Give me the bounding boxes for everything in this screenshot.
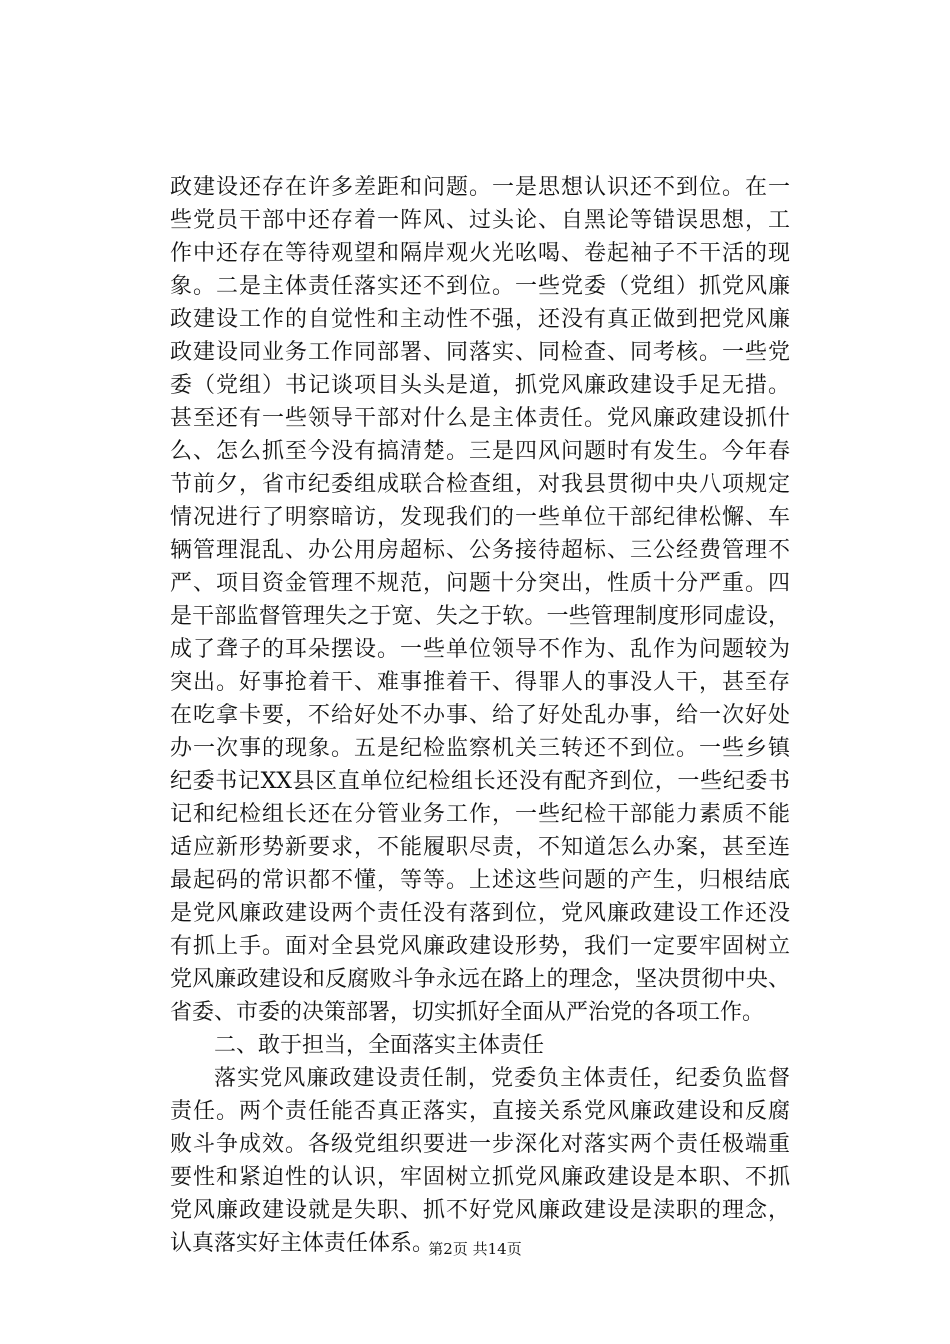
text-line: 落实党风廉政建设责任制，党委负主体责任，纪委负监督 <box>214 1066 790 1091</box>
text-line: 政建设同业务工作同部署、同落实、同检查、同考核。一些党 <box>170 340 790 365</box>
text-line: 要性和紧迫性的认识，牢固树立抓党风廉政建设是本职、不抓 <box>170 1165 790 1190</box>
text-line: 甚至还有一些领导干部对什么是主体责任。党风廉政建设抓什 <box>170 406 790 431</box>
document-body <box>170 171 790 1260</box>
text-line: 有抓上手。面对全县党风廉政建设形势，我们一定要牢固树立 <box>170 934 790 959</box>
text-line: 情况进行了明察暗访，发现我们的一些单位干部纪律松懈、车 <box>170 505 790 530</box>
text-line: 最起码的常识都不懂，等等。上述这些问题的产生，归根结底 <box>170 868 790 893</box>
text-line: 责任。两个责任能否真正落实，直接关系党风廉政建设和反腐 <box>170 1099 790 1124</box>
text-line: 突出。好事抢着干、难事推着干、得罪人的事没人干，甚至存 <box>170 670 790 695</box>
text-line: 委（党组）书记谈项目头头是道，抓党风廉政建设手足无措。 <box>170 373 790 398</box>
text-line: 政建设还存在许多差距和问题。一是思想认识还不到位。在一 <box>170 175 790 200</box>
text-line: 政建设工作的自觉性和主动性不强，还没有真正做到把党风廉 <box>170 307 790 332</box>
text-line: 办一次事的现象。五是纪检监察机关三转还不到位。一些乡镇 <box>170 736 790 761</box>
text-line: 严、项目资金管理不规范，问题十分突出，性质十分严重。四 <box>170 571 790 596</box>
text-line: 是党风廉政建设两个责任没有落到位，党风廉政建设工作还没 <box>170 901 790 926</box>
text-line: 认真落实好主体责任体系。 <box>170 1231 435 1256</box>
text-line: 作中还存在等待观望和隔岸观火光吆喝、卷起袖子不干活的现 <box>170 241 790 266</box>
text-line: 是干部监督管理失之于宽、失之于软。一些管理制度形同虚设， <box>170 604 790 629</box>
text-line: 么、怎么抓至今没有搞清楚。三是四风问题时有发生。今年春 <box>170 439 790 464</box>
text-line: 节前夕，省市纪委组成联合检查组，对我县贯彻中央八项规定 <box>170 472 790 497</box>
section-heading: 二、敢于担当，全面落实主体责任 <box>214 1033 545 1058</box>
text-line: 省委、市委的决策部署，切实抓好全面从严治党的各项工作。 <box>170 1000 765 1025</box>
text-line: 成了聋子的耳朵摆设。一些单位领导不作为、乱作为问题较为 <box>170 637 790 662</box>
text-line: 记和纪检组长还在分管业务工作，一些纪检干部能力素质不能 <box>170 802 790 827</box>
text-line: 纪委书记XX县区直单位纪检组长还没有配齐到位，一些纪委书 <box>170 769 790 794</box>
text-line: 败斗争成效。各级党组织要进一步深化对落实两个责任极端重 <box>170 1132 790 1157</box>
text-line: 党风廉政建设和反腐败斗争永远在路上的理念，坚决贯彻中央、 <box>170 967 790 992</box>
text-line: 些党员干部中还存着一阵风、过头论、自黑论等错误思想，工 <box>170 208 790 233</box>
text-line: 在吃拿卡要，不给好处不办事、给了好处乱办事，给一次好处 <box>170 703 790 728</box>
page-number-footer: 第2页 共14页 <box>428 1240 522 1258</box>
text-line: 适应新形势新要求，不能履职尽责，不知道怎么办案，甚至连 <box>170 835 790 860</box>
text-line: 党风廉政建设就是失职、抓不好党风廉政建设是渎职的理念， <box>170 1198 790 1223</box>
text-line: 象。二是主体责任落实还不到位。一些党委（党组）抓党风廉 <box>170 274 790 299</box>
text-line: 辆管理混乱、办公用房超标、公务接待超标、三公经费管理不 <box>170 538 790 563</box>
